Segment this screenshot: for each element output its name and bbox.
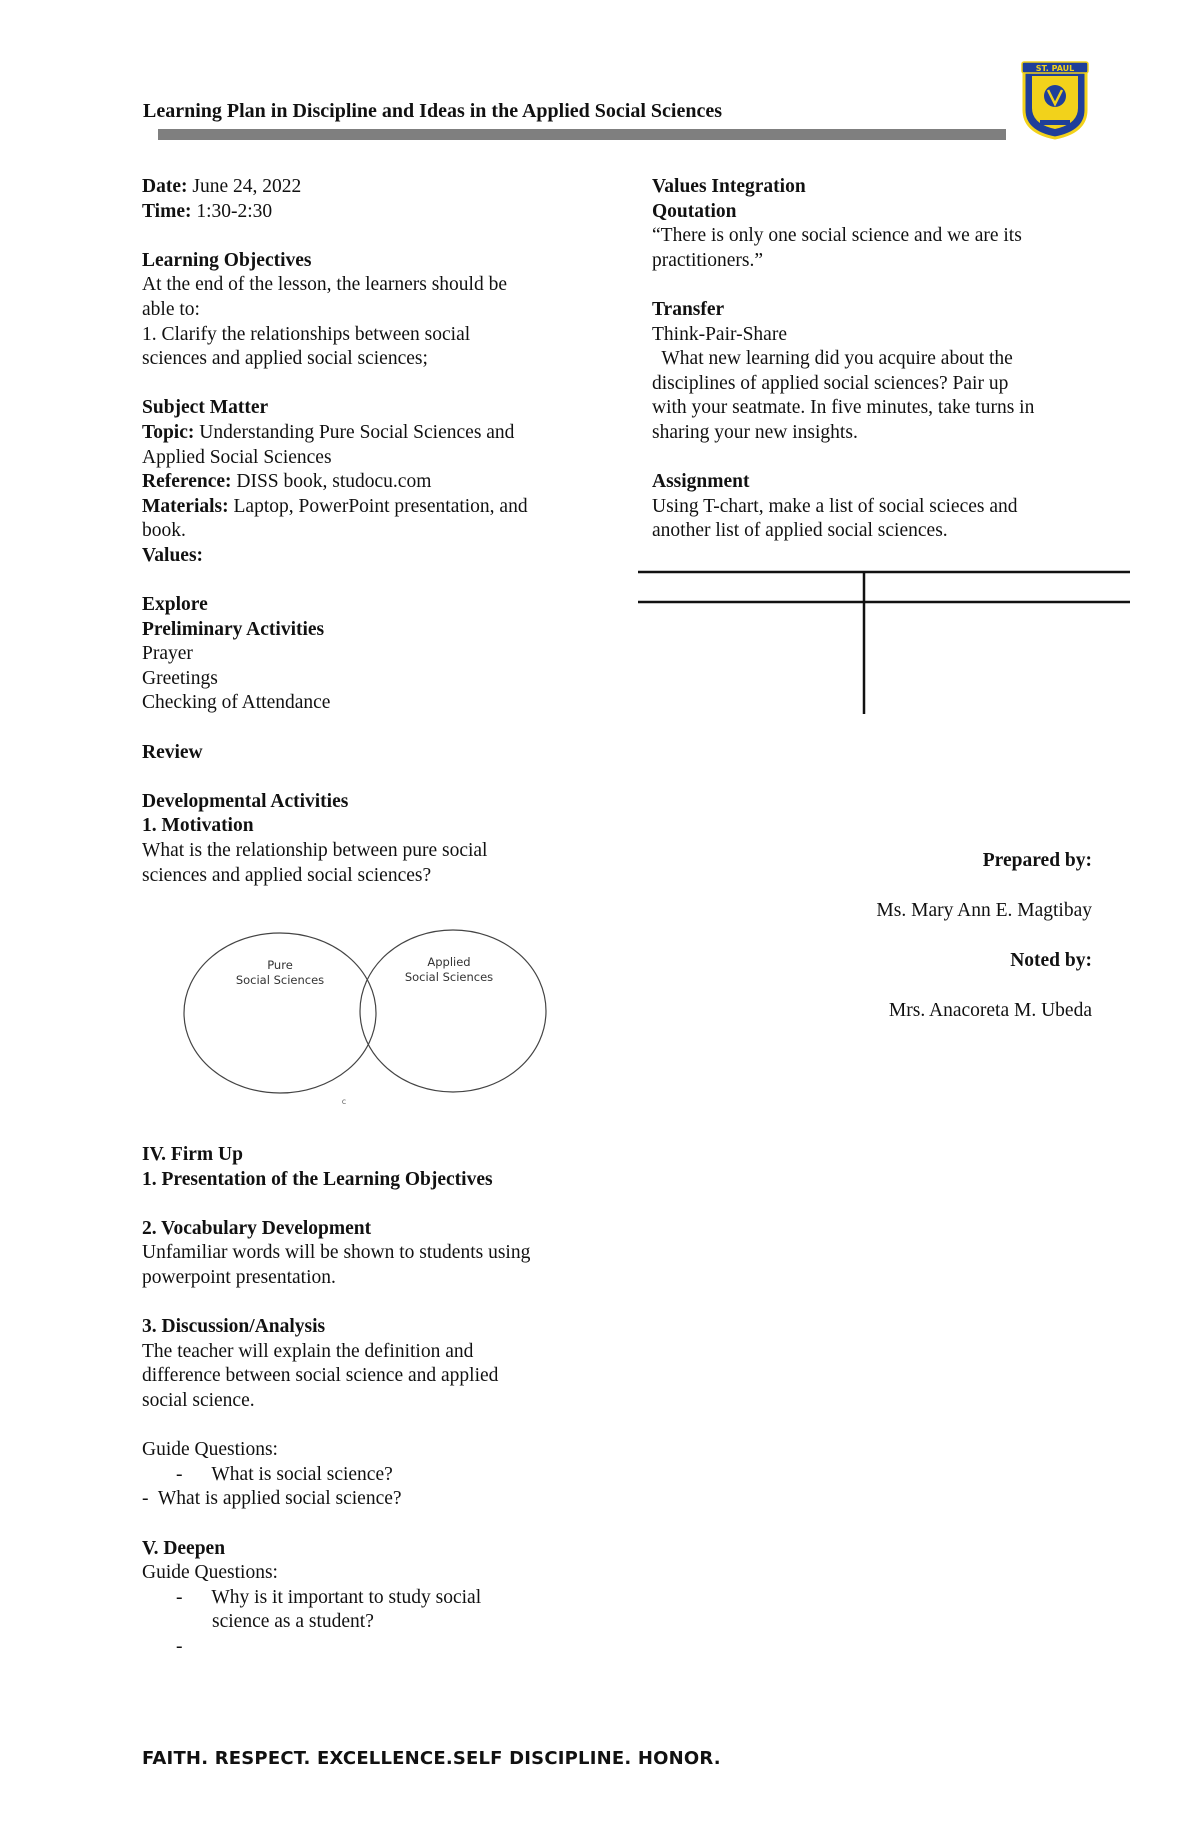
transfer-line-4: sharing your new insights. [652,421,858,443]
objectives-intro-2: able to: [142,298,200,320]
deepen-guide-label: Guide Questions: [142,1562,278,1584]
reference-line [142,470,602,495]
deepen-heading: V. Deepen [142,1537,226,1559]
reference-label: Reference: [142,471,232,493]
vocabulary-line-2: powerpoint presentation. [142,1266,336,1288]
materials-line [142,495,602,520]
objective-1b: sciences and applied social sciences; [142,348,428,370]
venn-applied-label-2: Social Sciences [404,970,494,984]
topic-label: Topic: [142,421,195,443]
venn-diagram [168,920,550,1110]
time-value: 1:30-2:30 [191,200,273,222]
header-rule [158,129,1006,140]
assignment-line-1: Using T-chart, make a list of social scieces and [652,495,1018,517]
values-label: Values: [142,544,204,566]
transfer-method: Think-Pair-Share [652,323,787,345]
venn-applied-label-1: Applied [427,955,471,969]
topic-line [142,421,602,446]
time-line [142,200,602,225]
motivation-line-2: sciences and applied social sciences? [142,864,432,886]
logo-text: ST. PAUL [1035,64,1075,73]
firmup-heading: IV. Firm Up [142,1144,243,1165]
guide-question-1: - What is social science? [176,1463,393,1485]
noted-by-name: Mrs. Anacoreta M. Ubeda [888,1000,1092,1021]
transfer-line-3: with your seatmate. In five minutes, take turns in [652,397,1035,419]
t-chart [636,568,1132,716]
left-column [142,175,602,888]
values-integration-heading: Values Integration [652,176,806,197]
prelim-item-prayer: Prayer [142,643,193,665]
prelim-item-greetings: Greetings [142,667,218,689]
noted-by-label: Noted by: [1010,950,1092,971]
quotation-heading: Qoutation [652,200,737,222]
quote-line-2: practitioners.” [652,249,763,271]
review-heading: Review [142,741,203,763]
subject-matter-heading: Subject Matter [142,397,269,419]
developmental-heading: Developmental Activities [142,790,349,812]
quote-line-1: “There is only one social science and we are its [652,225,1022,247]
time-label: Time: [142,200,192,222]
date-value: June 24, 2022 [187,176,302,197]
vocabulary-line-1: Unfamiliar words will be shown to students using [142,1242,531,1264]
venn-mark: c [341,1097,347,1106]
materials-label: Materials: [142,495,229,517]
left-column-lower [142,1143,602,1659]
venn-pure-label-1: Pure [267,958,293,972]
objectives-intro-1: At the end of the lesson, the learners should be [142,274,507,296]
deepen-question-2: - [176,1635,183,1657]
discussion-line-2: difference between social science and applied [142,1365,499,1387]
deepen-question-1b: science as a student? [212,1611,374,1633]
objective-1a: 1. Clarify the relationships between social [142,323,471,345]
transfer-line-1: What new learning did you acquire about the [652,348,1013,370]
firmup-item-1: 1. Presentation of the Learning Objectives [142,1168,493,1190]
transfer-heading: Transfer [652,298,725,320]
venn-pure-label-2: Social Sciences [235,973,325,987]
objectives-heading: Learning Objectives [142,249,312,271]
assignment-line-2: another list of applied social sciences. [652,520,948,542]
date-label: Date: [142,176,188,197]
school-logo [1020,60,1090,140]
materials-value-2: book. [142,520,186,542]
discussion-line-3: social science. [142,1389,255,1411]
prelim-item-attendance: Checking of Attendance [142,692,331,714]
reference-value: DISS book, studocu.com [231,471,432,493]
right-column [652,175,1092,544]
prepared-by-label: Prepared by: [982,850,1092,871]
motivation-heading: 1. Motivation [142,815,254,837]
vocabulary-heading: 2. Vocabulary Development [142,1217,372,1239]
prepared-by-name: Ms. Mary Ann E. Magtibay [876,900,1092,921]
guide-questions-label: Guide Questions: [142,1439,278,1461]
discussion-line-1: The teacher will explain the definition and [142,1340,474,1362]
pure-circle [184,933,376,1093]
guide-question-2: - What is applied social science? [142,1488,402,1510]
discussion-heading: 3. Discussion/Analysis [142,1316,326,1338]
materials-value-1: Laptop, PowerPoint presentation, and [228,495,528,517]
document-title: Learning Plan in Discipline and Ideas in the Applied Social Sciences [143,100,722,122]
footer-motto: FAITH. RESPECT. EXCELLENCE.SELF DISCIPLINE. HONOR. [142,1748,721,1769]
date-line [142,175,602,200]
assignment-heading: Assignment [652,471,750,493]
topic-value-2: Applied Social Sciences [142,446,332,468]
explore-heading: Explore [142,594,208,616]
transfer-line-2: disciplines of applied social sciences? Pair up [652,372,1009,394]
preliminary-heading: Preliminary Activities [142,618,325,640]
topic-value-1: Understanding Pure Social Sciences and [194,421,515,443]
deepen-question-1a: - Why is it important to study social [176,1586,482,1608]
motivation-line-1: What is the relationship between pure social [142,840,488,862]
